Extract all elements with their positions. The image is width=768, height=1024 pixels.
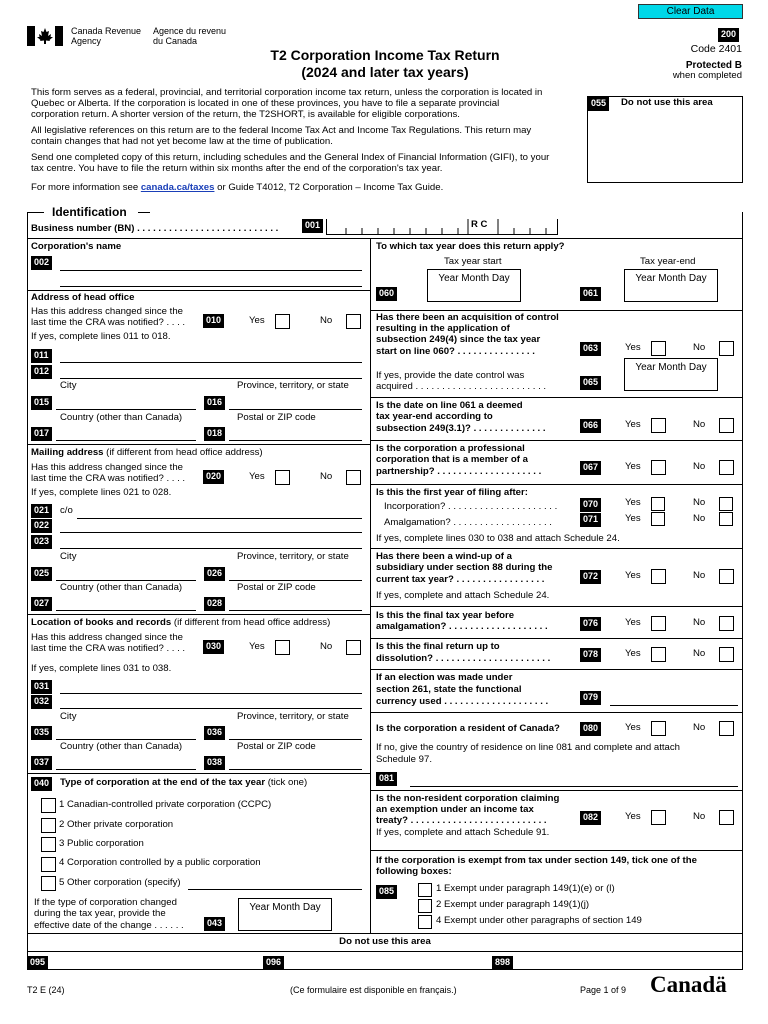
prof-q: partnership? . . . . . . . . . . . . . . . . . . . . <box>376 466 542 477</box>
canada-taxes-link[interactable]: canada.ca/taxes <box>140 182 215 193</box>
code-898: 898 <box>492 956 513 970</box>
code-060: 060 <box>376 287 397 301</box>
code-082: 082 <box>580 811 601 825</box>
wind-q: Has there been a wind-up of a <box>376 551 512 562</box>
code-070: 070 <box>580 498 601 512</box>
head-address-line-1[interactable] <box>60 362 362 363</box>
head-office-changed-yes-checkbox[interactable] <box>275 314 290 329</box>
election-q: currency used . . . . . . . . . . . . . . . . . . . . <box>376 696 549 707</box>
type-ccpc-checkbox[interactable] <box>41 798 56 813</box>
mailing-changed-yes-checkbox[interactable] <box>275 470 290 485</box>
code-label: Code 2401 <box>690 43 742 55</box>
code-015: 015 <box>31 396 52 410</box>
tax-year-start-label: Tax year start <box>444 256 502 267</box>
city-label: City <box>60 711 77 722</box>
code-055: 055 <box>588 97 609 111</box>
wind-yes-checkbox[interactable] <box>651 569 666 584</box>
tax-year-end-label: Tax year-end <box>640 256 696 267</box>
tax-year-start-input[interactable]: Year Month Day <box>427 269 521 302</box>
wind-q: subsidiary under section 88 during the <box>376 562 553 573</box>
final-diss-q: Is this the final return up to <box>376 641 500 652</box>
code-078: 078 <box>580 648 601 662</box>
election-q: section 261, state the functional <box>376 684 522 695</box>
yes-label: Yes <box>625 570 641 581</box>
changed-q: Has this address changed since the <box>31 306 183 317</box>
code-037: 037 <box>31 756 52 770</box>
resident-no-checkbox[interactable] <box>719 721 734 736</box>
when-completed-label: when completed <box>672 70 742 81</box>
no-label: No <box>693 722 706 733</box>
acq-q: start on line 060? . . . . . . . . . . . . . . . <box>376 346 535 357</box>
postal-label: Postal or ZIP code <box>237 412 316 423</box>
acq-date-input[interactable]: Year Month Day <box>624 358 718 391</box>
deemed-q: tax year-end according to <box>376 411 493 422</box>
amalgamation-label: Amalgamation? . . . . . . . . . . . . . . . . . . . <box>384 517 552 528</box>
city-label: City <box>60 380 77 391</box>
resident-yes-checkbox[interactable] <box>651 721 666 736</box>
first-year-q: Is this the first year of filing after: <box>376 487 528 498</box>
code-081: 081 <box>376 772 397 786</box>
clear-data-button[interactable]: Clear Data <box>638 4 743 19</box>
incorp-yes-checkbox[interactable] <box>651 497 665 511</box>
books-address-line-1[interactable] <box>60 693 362 694</box>
change-label: effective date of the change . . . . . . <box>34 920 184 931</box>
code-012: 012 <box>31 365 52 379</box>
corp-name-input[interactable] <box>60 270 362 271</box>
deemed-q: subsection 249(3.1)? . . . . . . . . . . . . . . <box>376 423 546 434</box>
final-diss-q: dissolution? . . . . . . . . . . . . . . . . . . . . . . <box>376 653 551 664</box>
mailing-address-line-2[interactable] <box>60 548 362 549</box>
tax-year-end-input[interactable]: Year Month Day <box>624 269 718 302</box>
yes-label: Yes <box>625 513 641 524</box>
code-066: 066 <box>580 419 601 433</box>
code-071: 071 <box>580 513 601 527</box>
do-not-use-bottom: Do not use this area <box>339 936 431 947</box>
type-other-private-checkbox[interactable] <box>41 818 56 833</box>
if-yes-030: If yes, complete lines 030 to 038 and attach Schedule 24. <box>376 533 620 544</box>
co-label: c/o <box>60 505 73 516</box>
acq-yes-checkbox[interactable] <box>651 341 666 356</box>
business-number-label: Business number (BN) . . . . . . . . . . . . . . . . . . . . . . . . . . . <box>31 223 279 234</box>
code-011: 011 <box>31 349 52 363</box>
business-number-input[interactable] <box>326 219 558 235</box>
acq-q: Has there been an acquisition of control <box>376 312 559 323</box>
code-023: 023 <box>31 535 52 549</box>
wind-no-checkbox[interactable] <box>719 569 734 584</box>
page-number: Page 1 of 9 <box>580 985 627 995</box>
type-2-label: 2 Other private corporation <box>59 819 174 830</box>
no-label: No <box>693 617 706 628</box>
code-067: 067 <box>580 461 601 475</box>
code-061: 061 <box>580 287 601 301</box>
final-amal-q: amalgamation? . . . . . . . . . . . . . . . . . . . <box>376 621 548 632</box>
no-label: No <box>693 342 706 353</box>
prof-yes-checkbox[interactable] <box>651 460 666 475</box>
code-065: 065 <box>580 376 601 390</box>
election-q: If an election was made under <box>376 672 513 683</box>
incorporation-label: Incorporation? . . . . . . . . . . . . . . . . . . . . . <box>384 501 558 512</box>
res-no-label: If no, give the country of residence on line 081 and complete and attach <box>376 742 681 753</box>
intro-text: contain changes that had not yet become law at the time of publication. <box>31 136 333 147</box>
code-016: 016 <box>204 396 225 410</box>
type-1-label: 1 Canadian-controlled private corporation (CCPC) <box>59 799 272 810</box>
intro-text: tax centre. You have to file the return within six months after the end of the corporation's tax year. <box>31 163 443 174</box>
do-not-use-area-055 <box>587 96 743 183</box>
agency-fr-2: du Canada <box>153 36 198 46</box>
protected-label: Protected B <box>685 60 742 71</box>
code-002: 002 <box>31 256 52 270</box>
mailing-address-line-1[interactable] <box>60 532 362 533</box>
yes-label: Yes <box>625 497 641 508</box>
intro-text: corporation return. A shorter version of the return, the T2SHORT, is available for eligible corporations. <box>31 109 460 120</box>
yes-label: Yes <box>625 342 641 353</box>
no-label: No <box>320 315 333 326</box>
final-amal-q: Is this the final tax year before <box>376 610 515 621</box>
amalg-yes-checkbox[interactable] <box>651 512 665 526</box>
do-not-use-label: Do not use this area <box>621 97 713 108</box>
code-035: 035 <box>31 726 52 740</box>
agency-en-1: Canada Revenue <box>71 26 142 36</box>
code-038: 038 <box>204 756 225 770</box>
acq-q: resulting in the application of <box>376 323 510 334</box>
type-3-label: 3 Public corporation <box>59 838 144 849</box>
amalg-no-checkbox[interactable] <box>719 512 733 526</box>
code-036: 036 <box>204 726 225 740</box>
if-yes-011: If yes, complete lines 011 to 018. <box>31 331 171 342</box>
no-label: No <box>320 471 333 482</box>
mailing-address-label: Mailing address (if different from head office address) <box>31 447 263 458</box>
no-label: No <box>693 513 706 524</box>
type-5-label: 5 Other corporation (specify) <box>59 877 181 888</box>
change-date-input[interactable]: Year Month Day <box>238 898 332 931</box>
type-controlled-checkbox[interactable] <box>41 857 56 872</box>
type-other-checkbox[interactable] <box>41 876 56 891</box>
code-031: 031 <box>31 680 52 694</box>
yes-label: Yes <box>249 315 265 326</box>
code-021: 021 <box>31 504 52 518</box>
head-address-line-2[interactable] <box>60 378 362 379</box>
books-changed-no-checkbox[interactable] <box>346 640 361 655</box>
rc-label: R C <box>471 219 488 230</box>
yes-label: Yes <box>625 419 641 430</box>
intro-text: Quebec or Alberta. If the corporation is located in one of these provinces, you have to file a separate provincial <box>31 98 500 109</box>
intro-text: All legislative references on this return are to the federal Income Tax Act and Income Tax Regulations. This return may <box>31 125 532 136</box>
no-label: No <box>693 811 706 822</box>
resident-q: Is the corporation a resident of Canada? <box>376 723 560 734</box>
final-amal-no-checkbox[interactable] <box>719 616 734 631</box>
province-label: Province, territory, or state <box>237 711 349 722</box>
head-office-label: Address of head office <box>31 292 135 303</box>
yes-label: Yes <box>625 461 641 472</box>
code-043: 043 <box>204 917 225 931</box>
postal-label: Postal or ZIP code <box>237 582 316 593</box>
code-096: 096 <box>263 956 284 970</box>
mailing-co-input[interactable] <box>77 518 362 519</box>
identification-title: Identification <box>52 205 127 219</box>
french-note: (Ce formulaire est disponible en français.) <box>290 985 457 995</box>
changed-q: last time the CRA was notified? . . . . <box>31 643 186 654</box>
final-amal-yes-checkbox[interactable] <box>651 616 666 631</box>
corp-name-label: Corporation's name <box>31 241 122 252</box>
books-address-line-2[interactable] <box>60 708 362 709</box>
code-079: 079 <box>580 691 601 705</box>
head-postal-input[interactable] <box>229 440 362 441</box>
no-label: No <box>693 419 706 430</box>
city-label: City <box>60 551 77 562</box>
nonres-no-checkbox[interactable] <box>719 810 734 825</box>
code-017: 017 <box>31 427 52 441</box>
code-032: 032 <box>31 695 52 709</box>
nonres-q: treaty? . . . . . . . . . . . . . . . . . . . . . . . . . . <box>376 815 547 826</box>
nonres-q: Is the non-resident corporation claiming <box>376 793 560 804</box>
final-diss-no-checkbox[interactable] <box>719 647 734 662</box>
prof-no-checkbox[interactable] <box>719 460 734 475</box>
canada-flag-icon <box>27 26 63 46</box>
code-022: 022 <box>31 519 52 533</box>
yes-label: Yes <box>625 617 641 628</box>
agency-fr-1: Agence du revenu <box>153 26 227 36</box>
code-085: 085 <box>376 885 397 899</box>
wind-q: current tax year? . . . . . . . . . . . . . . . . . <box>376 574 545 585</box>
exempt-2-label: 2 Exempt under paragraph 149(1)(j) <box>436 899 590 910</box>
acq-date-label: acquired . . . . . . . . . . . . . . . . . . . . . . . . . <box>376 381 547 392</box>
exempt-q: following boxes: <box>376 866 452 877</box>
if-yes-s24: If yes, complete and attach Schedule 24. <box>376 590 550 601</box>
exempt-2-checkbox[interactable] <box>418 899 432 913</box>
exempt-4-label: 4 Exempt under other paragraphs of section 149 <box>436 915 642 926</box>
type-4-label: 4 Corporation controlled by a public corporation <box>59 857 261 868</box>
books-postal-input[interactable] <box>229 769 362 770</box>
changed-q: Has this address changed since the <box>31 462 183 473</box>
mailing-postal-input[interactable] <box>229 610 362 611</box>
acq-no-checkbox[interactable] <box>719 341 734 356</box>
form-id: T2 E (24) <box>27 985 65 995</box>
form-code-200: 200 <box>718 28 739 42</box>
books-city-input[interactable] <box>56 739 196 740</box>
code-018: 018 <box>204 427 225 441</box>
books-province-input[interactable] <box>229 739 362 740</box>
res-no-label: Schedule 97. <box>376 754 433 765</box>
deemed-no-checkbox[interactable] <box>719 418 734 433</box>
agency-en-2: Agency <box>71 36 102 46</box>
yes-label: Yes <box>249 471 265 482</box>
code-001: 001 <box>302 219 323 233</box>
code-072: 072 <box>580 570 601 584</box>
no-label: No <box>693 570 706 581</box>
code-026: 026 <box>204 567 225 581</box>
code-020: 020 <box>203 470 224 484</box>
code-063: 063 <box>580 342 601 356</box>
deemed-q: Is the date on line 061 a deemed <box>376 400 523 411</box>
canada-wordmark: Canadä <box>650 972 727 997</box>
head-province-input[interactable] <box>229 409 362 410</box>
mailing-country-input[interactable] <box>56 610 196 611</box>
tax-year-question: To which tax year does this return apply? <box>376 241 565 252</box>
intro-text: Send one completed copy of this return, including schedules and the General Index of Financial Information (GIFI), to your <box>31 152 550 163</box>
nonres-yes-checkbox[interactable] <box>651 810 666 825</box>
country-label: Country (other than Canada) <box>60 741 183 752</box>
type-public-checkbox[interactable] <box>41 837 56 852</box>
code-095: 095 <box>27 956 48 970</box>
mailing-province-input[interactable] <box>229 580 362 581</box>
mailing-changed-no-checkbox[interactable] <box>346 470 361 485</box>
type-of-corp-label: Type of corporation at the end of the tax year (tick one) <box>60 777 308 788</box>
more-info-line: For more information see canada.ca/taxes or Guide T4012, T2 Corporation – Income Tax Guide. <box>31 182 444 193</box>
exempt-1-checkbox[interactable] <box>418 883 432 897</box>
no-label: No <box>693 497 706 508</box>
books-location-label: Location of books and records (if different from head office address) <box>31 617 331 628</box>
final-diss-yes-checkbox[interactable] <box>651 647 666 662</box>
no-label: No <box>693 461 706 472</box>
prof-q: Is the corporation a professional <box>376 443 525 454</box>
form-title: T2 Corporation Income Tax Return <box>270 47 500 63</box>
head-office-changed-no-checkbox[interactable] <box>346 314 361 329</box>
country-label: Country (other than Canada) <box>60 582 183 593</box>
code-027: 027 <box>31 597 52 611</box>
province-label: Province, territory, or state <box>237 551 349 562</box>
code-025: 025 <box>31 567 52 581</box>
exempt-4-checkbox[interactable] <box>418 915 432 929</box>
deemed-yes-checkbox[interactable] <box>651 418 666 433</box>
type-other-specify-input[interactable] <box>188 889 362 890</box>
yes-label: Yes <box>625 811 641 822</box>
books-changed-yes-checkbox[interactable] <box>275 640 290 655</box>
nonres-q: an exemption under an income tax <box>376 804 534 815</box>
intro-text: This form serves as a federal, provincial, and territorial corporation income tax return, unless the corporation is located in <box>31 87 543 98</box>
changed-q: last time the CRA was notified? . . . . <box>31 473 186 484</box>
no-label: No <box>693 648 706 659</box>
functional-currency-input[interactable] <box>610 705 738 706</box>
code-010: 010 <box>203 314 224 328</box>
mailing-city-input[interactable] <box>56 580 196 581</box>
no-label: No <box>320 641 333 652</box>
change-label: during the tax year, provide the <box>34 908 166 919</box>
form-subtitle: (2024 and later tax years) <box>301 64 469 80</box>
prof-q: corporation that is a member of a <box>376 454 528 465</box>
if-yes-s91: If yes, complete and attach Schedule 91. <box>376 827 550 838</box>
postal-label: Postal or ZIP code <box>237 741 316 752</box>
if-yes-031: If yes, complete lines 031 to 038. <box>31 663 172 674</box>
code-080: 080 <box>580 722 601 736</box>
code-028: 028 <box>204 597 225 611</box>
country-label: Country (other than Canada) <box>60 412 183 423</box>
yes-label: Yes <box>249 641 265 652</box>
country-of-residence-input[interactable] <box>410 786 738 787</box>
code-040: 040 <box>31 777 52 791</box>
exempt-1-label: 1 Exempt under paragraph 149(1)(e) or (l) <box>436 883 615 894</box>
changed-q: last time the CRA was notified? . . . . <box>31 317 186 328</box>
if-yes-021: If yes, complete lines 021 to 028. <box>31 487 172 498</box>
books-country-input[interactable] <box>56 769 196 770</box>
corp-name-input-2[interactable] <box>60 286 362 287</box>
head-city-input[interactable] <box>56 409 196 410</box>
province-label: Province, territory, or state <box>237 380 349 391</box>
change-label: If the type of corporation changed <box>34 897 177 908</box>
yes-label: Yes <box>625 648 641 659</box>
code-076: 076 <box>580 617 601 631</box>
incorp-no-checkbox[interactable] <box>719 497 733 511</box>
acq-date-label: If yes, provide the date control was <box>376 370 525 381</box>
changed-q: Has this address changed since the <box>31 632 183 643</box>
head-country-input[interactable] <box>56 440 196 441</box>
exempt-q: If the corporation is exempt from tax under section 149, tick one of the <box>376 855 697 866</box>
acq-q: subsection 249(4) since the tax year <box>376 334 541 345</box>
code-030: 030 <box>203 640 224 654</box>
yes-label: Yes <box>625 722 641 733</box>
